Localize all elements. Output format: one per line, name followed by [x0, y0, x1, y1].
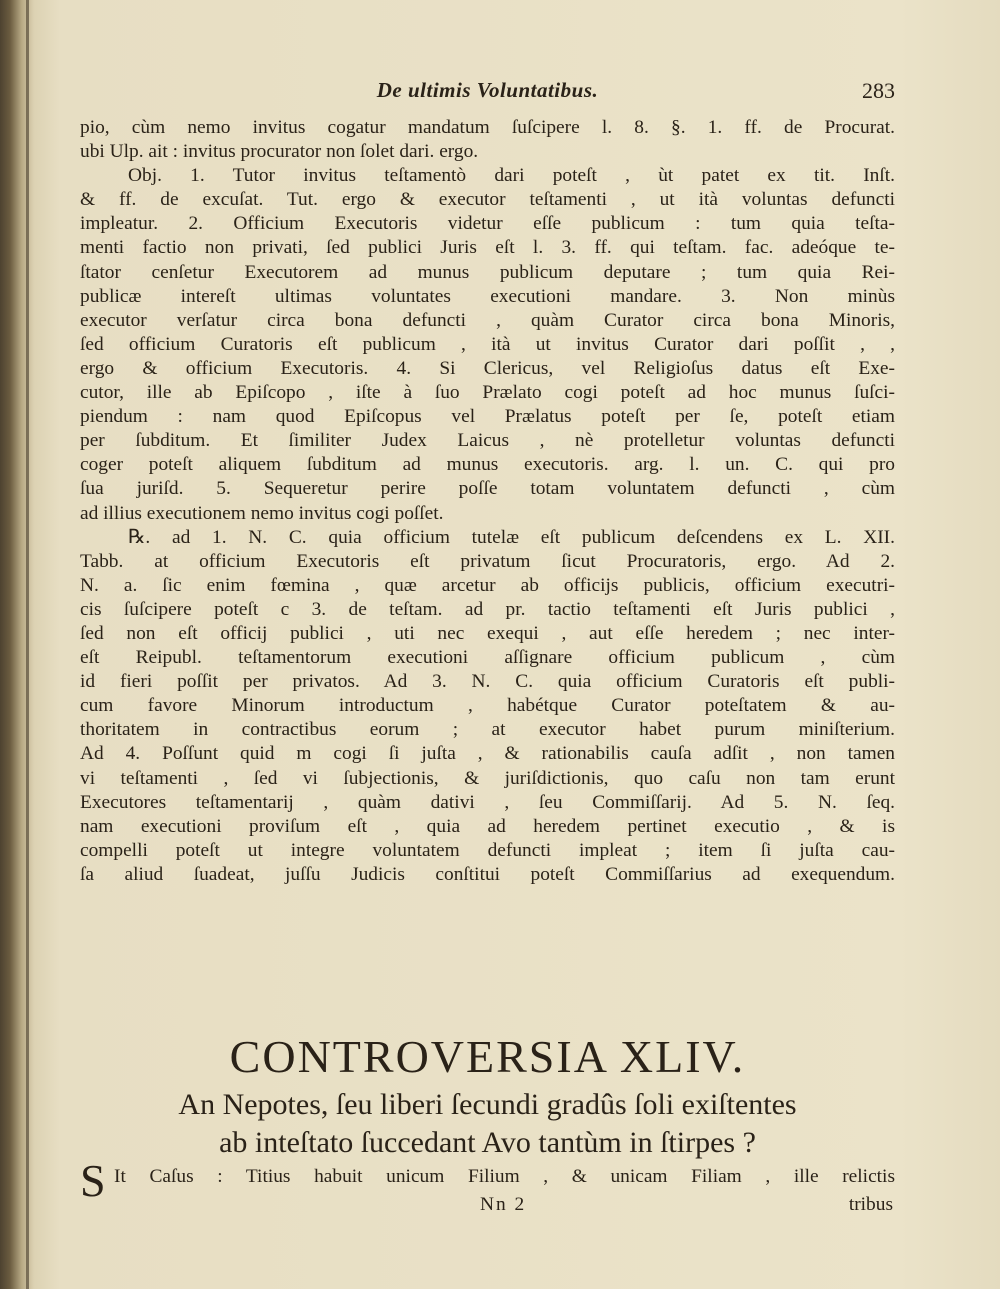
text-line: ſed non eſt officij publici , uti nec exequi , aut eſſe heredem ; nec inter-	[80, 622, 895, 644]
text-line: vi teſtamenti , ſed vi ſubjectionis, & juriſdictionis, quo caſu non tam erunt	[80, 767, 895, 789]
text-line: Ad 4. Poſſunt quid m cogi ſi juſta , & rationabilis cauſa adſit , non tamen	[80, 743, 895, 765]
running-head	[80, 78, 895, 108]
text-line: Tabb. at officium Executoris eſt privatum ſicut Procuratoris, ergo. Ad 2.	[80, 550, 895, 572]
text-line: id fieri poſſit per privatos. Ad 3. N. C. quia officium Curatoris eſt publi-	[80, 671, 895, 693]
text-line: piendum : nam quod Epiſcopus vel Prælatus poteſt per ſe, poteſt etiam	[80, 406, 895, 428]
section-heading: CONTROVERSIA XLIV.	[229, 1031, 746, 1082]
text-line: N. a. ſic enim fœmina , quæ arcetur ab officijs publicis, officium executri-	[80, 574, 895, 596]
binding-gutter	[26, 0, 29, 1289]
text-line: coger poteſt aliquem ſubditum ad munus executoris. arg. l. un. C. qui pro	[80, 454, 895, 476]
text-line: per ſubditum. Et ſimiliter Judex Laicus , nè protelletur voluntas defuncti	[80, 430, 895, 452]
text-line: ubi Ulp. ait : invitus procurator non ſolet dari. ergo.	[80, 141, 479, 163]
text-line: publicæ intereſt ultimas voluntates executioni mandare. 3. Non minùs	[80, 285, 895, 307]
text-line: eſt Reipubl. teſtamentorum executioni aſſignare officium publicum , cùm	[80, 647, 895, 669]
text-line: cutor, ille ab Epiſcopo , iſte à ſuo Prælato cogi poteſt ad hoc munus ſuſci-	[80, 382, 895, 404]
text-line: cum favore Minorum introductum , habétque Curator poteſtatem & au-	[80, 695, 895, 717]
drop-cap: S	[80, 1155, 106, 1206]
opening-line-text: It Caſus : Titius habuit unicum Filium , & unicam Filiam , ille relictis	[114, 1166, 895, 1187]
text-line: thoritatem in contractibus eorum ; at executor habet purum miniſterium.	[80, 719, 895, 741]
question-line-2: ab inteſtato ſuccedant Avo tantùm in ſtirpes ?	[219, 1126, 756, 1159]
text-line: pio, cùm nemo invitus cogatur mandatum ſuſcipere l. 8. §. 1. ff. de Procurat.	[80, 117, 895, 138]
question-line-1: An Nepotes, ſeu liberi ſecundi gradûs ſoli exiſtentes	[178, 1088, 797, 1121]
text-line: Obj. 1. Tutor invitus teſtamentò dari poteſt , ùt patet ex tit. Inſt.	[128, 165, 895, 187]
text-line: ſtator cenſetur Executorem ad munus publicum deputare ; tum quia Rei-	[80, 261, 895, 283]
body-text	[80, 116, 895, 887]
signature-mark: Nn 2	[480, 1194, 527, 1215]
text-line: ℞. ad 1. N. C. quia officium tutelæ eſt publicum deſcendens ex L. XII.	[128, 526, 895, 548]
text-line: & ff. de excuſat. Tut. ergo & executor teſtamenti , ut ità voluntas defuncti	[80, 189, 895, 211]
catchword: tribus	[848, 1194, 893, 1215]
text-line: Executores teſtamentarij , quàm dativi , ſeu Commiſſarij. Ad 5. N. ſeq.	[80, 791, 895, 813]
text-line: ſa aliud ſuadeat, juſſu Judicis conſtitui poteſt Commiſſarius ad exequendum.	[80, 863, 895, 885]
text-line: ad illius executionem nemo invitus cogi poſſet.	[80, 502, 444, 524]
text-line: impleatur. 2. Officium Executoris videtur eſſe publicum : tum quia teſta-	[80, 213, 895, 235]
text-line: executor verſatur circa bona defuncti , quàm Curator circa bona Minoris,	[80, 309, 895, 331]
page-footer	[80, 1194, 895, 1220]
text-line: ergo & officium Executoris. 4. Si Clericus, vel Religioſus datus eſt Exe-	[80, 357, 895, 379]
running-title: De ultimis Voluntatibus.	[376, 78, 599, 102]
text-line: ſua juriſd. 5. Sequeretur perire poſſe totam voluntatem defuncti , cùm	[80, 478, 895, 500]
text-line: nam executioni proviſum eſt , quia ad heredem pertinet executio , & is	[80, 815, 895, 837]
page-number: 283	[862, 78, 895, 103]
text-line: ſed officium Curatoris eſt publicum , ità ut invitus Curator dari poſſit , ,	[80, 333, 895, 355]
text-line: menti factio non privati, ſed publici Juris eſt l. 3. ff. qui teſtam. fac. adeóque te-	[80, 237, 895, 259]
text-line: compelli poteſt ut integre voluntatem defuncti impleat ; item ſi juſta cau-	[80, 839, 895, 861]
text-line: cis ſuſcipere poteſt c 3. de teſtam. ad pr. tactio teſtamenti eſt Juris publici ,	[80, 598, 895, 620]
